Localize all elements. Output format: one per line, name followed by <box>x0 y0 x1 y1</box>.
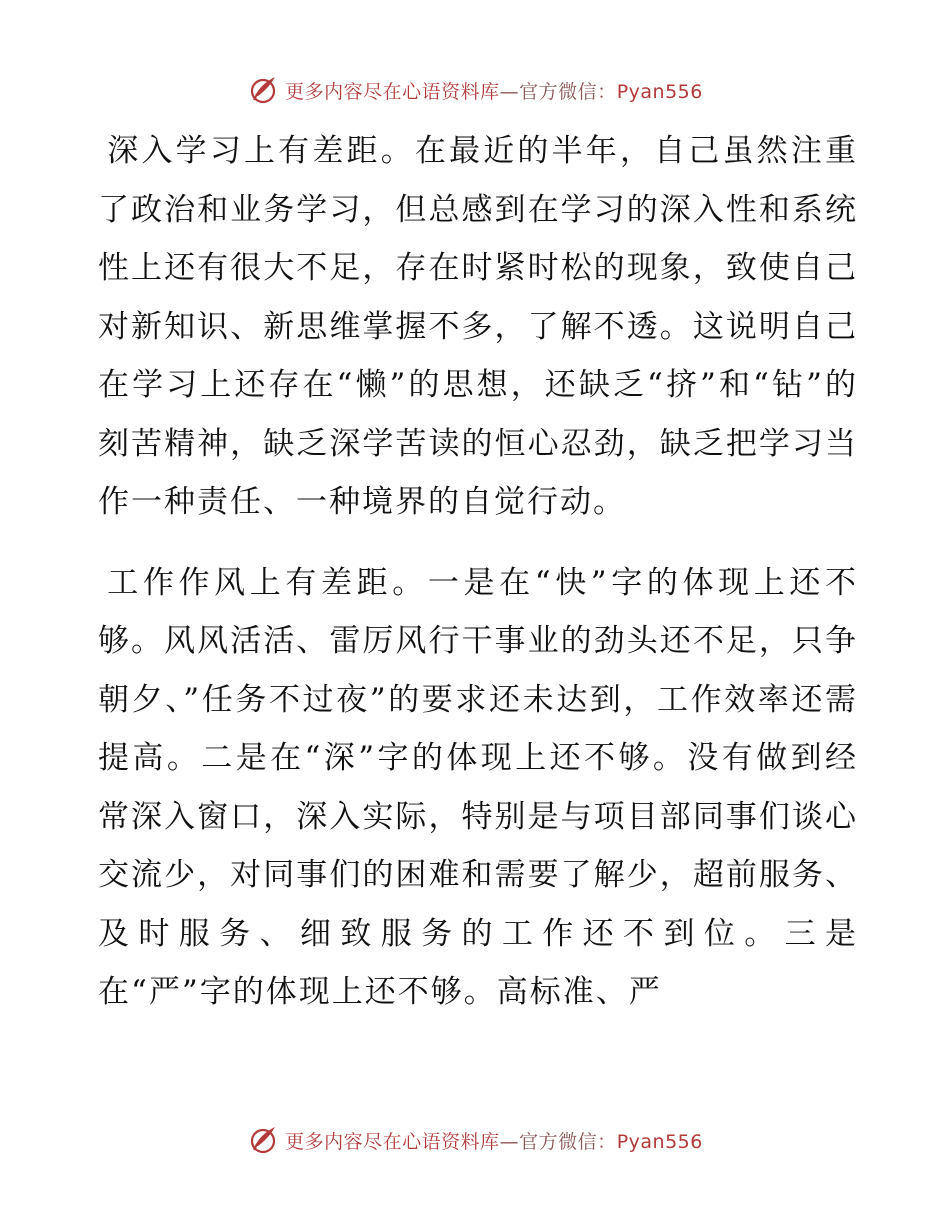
header-banner-text <box>285 77 703 104</box>
header-banner-main: 更多内容尽在心语资料库 <box>285 80 500 103</box>
footer-banner-sep: — <box>499 1130 520 1153</box>
header-banner <box>0 70 950 110</box>
paragraph-study-gap: 深入学习上有差距。在最近的半年，自己虽然注重了政治和业务学习，但总感到在学习的深入性和系统性上还有很大不足，存在时紧时松的现象，致使自己对新知识、新思维掌握不多，了解不透。这说明自己在学习上还存在“懒”的思想，还缺乏“挤”和“钻”的刻苦精神，缺乏深学苦读的恒心忍劲，缺乏把学习当作一种责任、一种境界的自觉行动。 <box>98 133 858 520</box>
header-banner-sep: — <box>499 80 520 103</box>
footer-banner <box>0 1120 950 1160</box>
footer-banner-wechat-id: Pyan556 <box>616 1130 703 1153</box>
header-banner-wechat-label: 官方微信： <box>519 80 617 103</box>
paragraph-work-style-gap: 工作作风上有差距。一是在“快”字的体现上还不够。风风活活、雷厉风行干事业的劲头还不足，只争朝夕、”任务不过夜”的要求还未达到，工作效率还需提高。二是在“深”字的体现上还不够。没有做到经常深入窗口，深入实际，特别是与项目部同事们谈心交流少，对同事们的困难和需要了解少，超前服务、及时服务、细致服务的工作还不到位。三是在“严”字的体现上还不够。高标准、严 <box>98 564 858 1010</box>
footer-banner-text <box>285 1127 703 1154</box>
footer-banner-wechat-label: 官方微信： <box>519 1130 617 1153</box>
quill-logo-icon <box>247 74 279 106</box>
quill-logo-icon <box>247 1124 279 1156</box>
footer-banner-main: 更多内容尽在心语资料库 <box>285 1130 500 1153</box>
header-banner-wechat-id: Pyan556 <box>616 80 703 103</box>
document-body <box>98 122 858 1022</box>
